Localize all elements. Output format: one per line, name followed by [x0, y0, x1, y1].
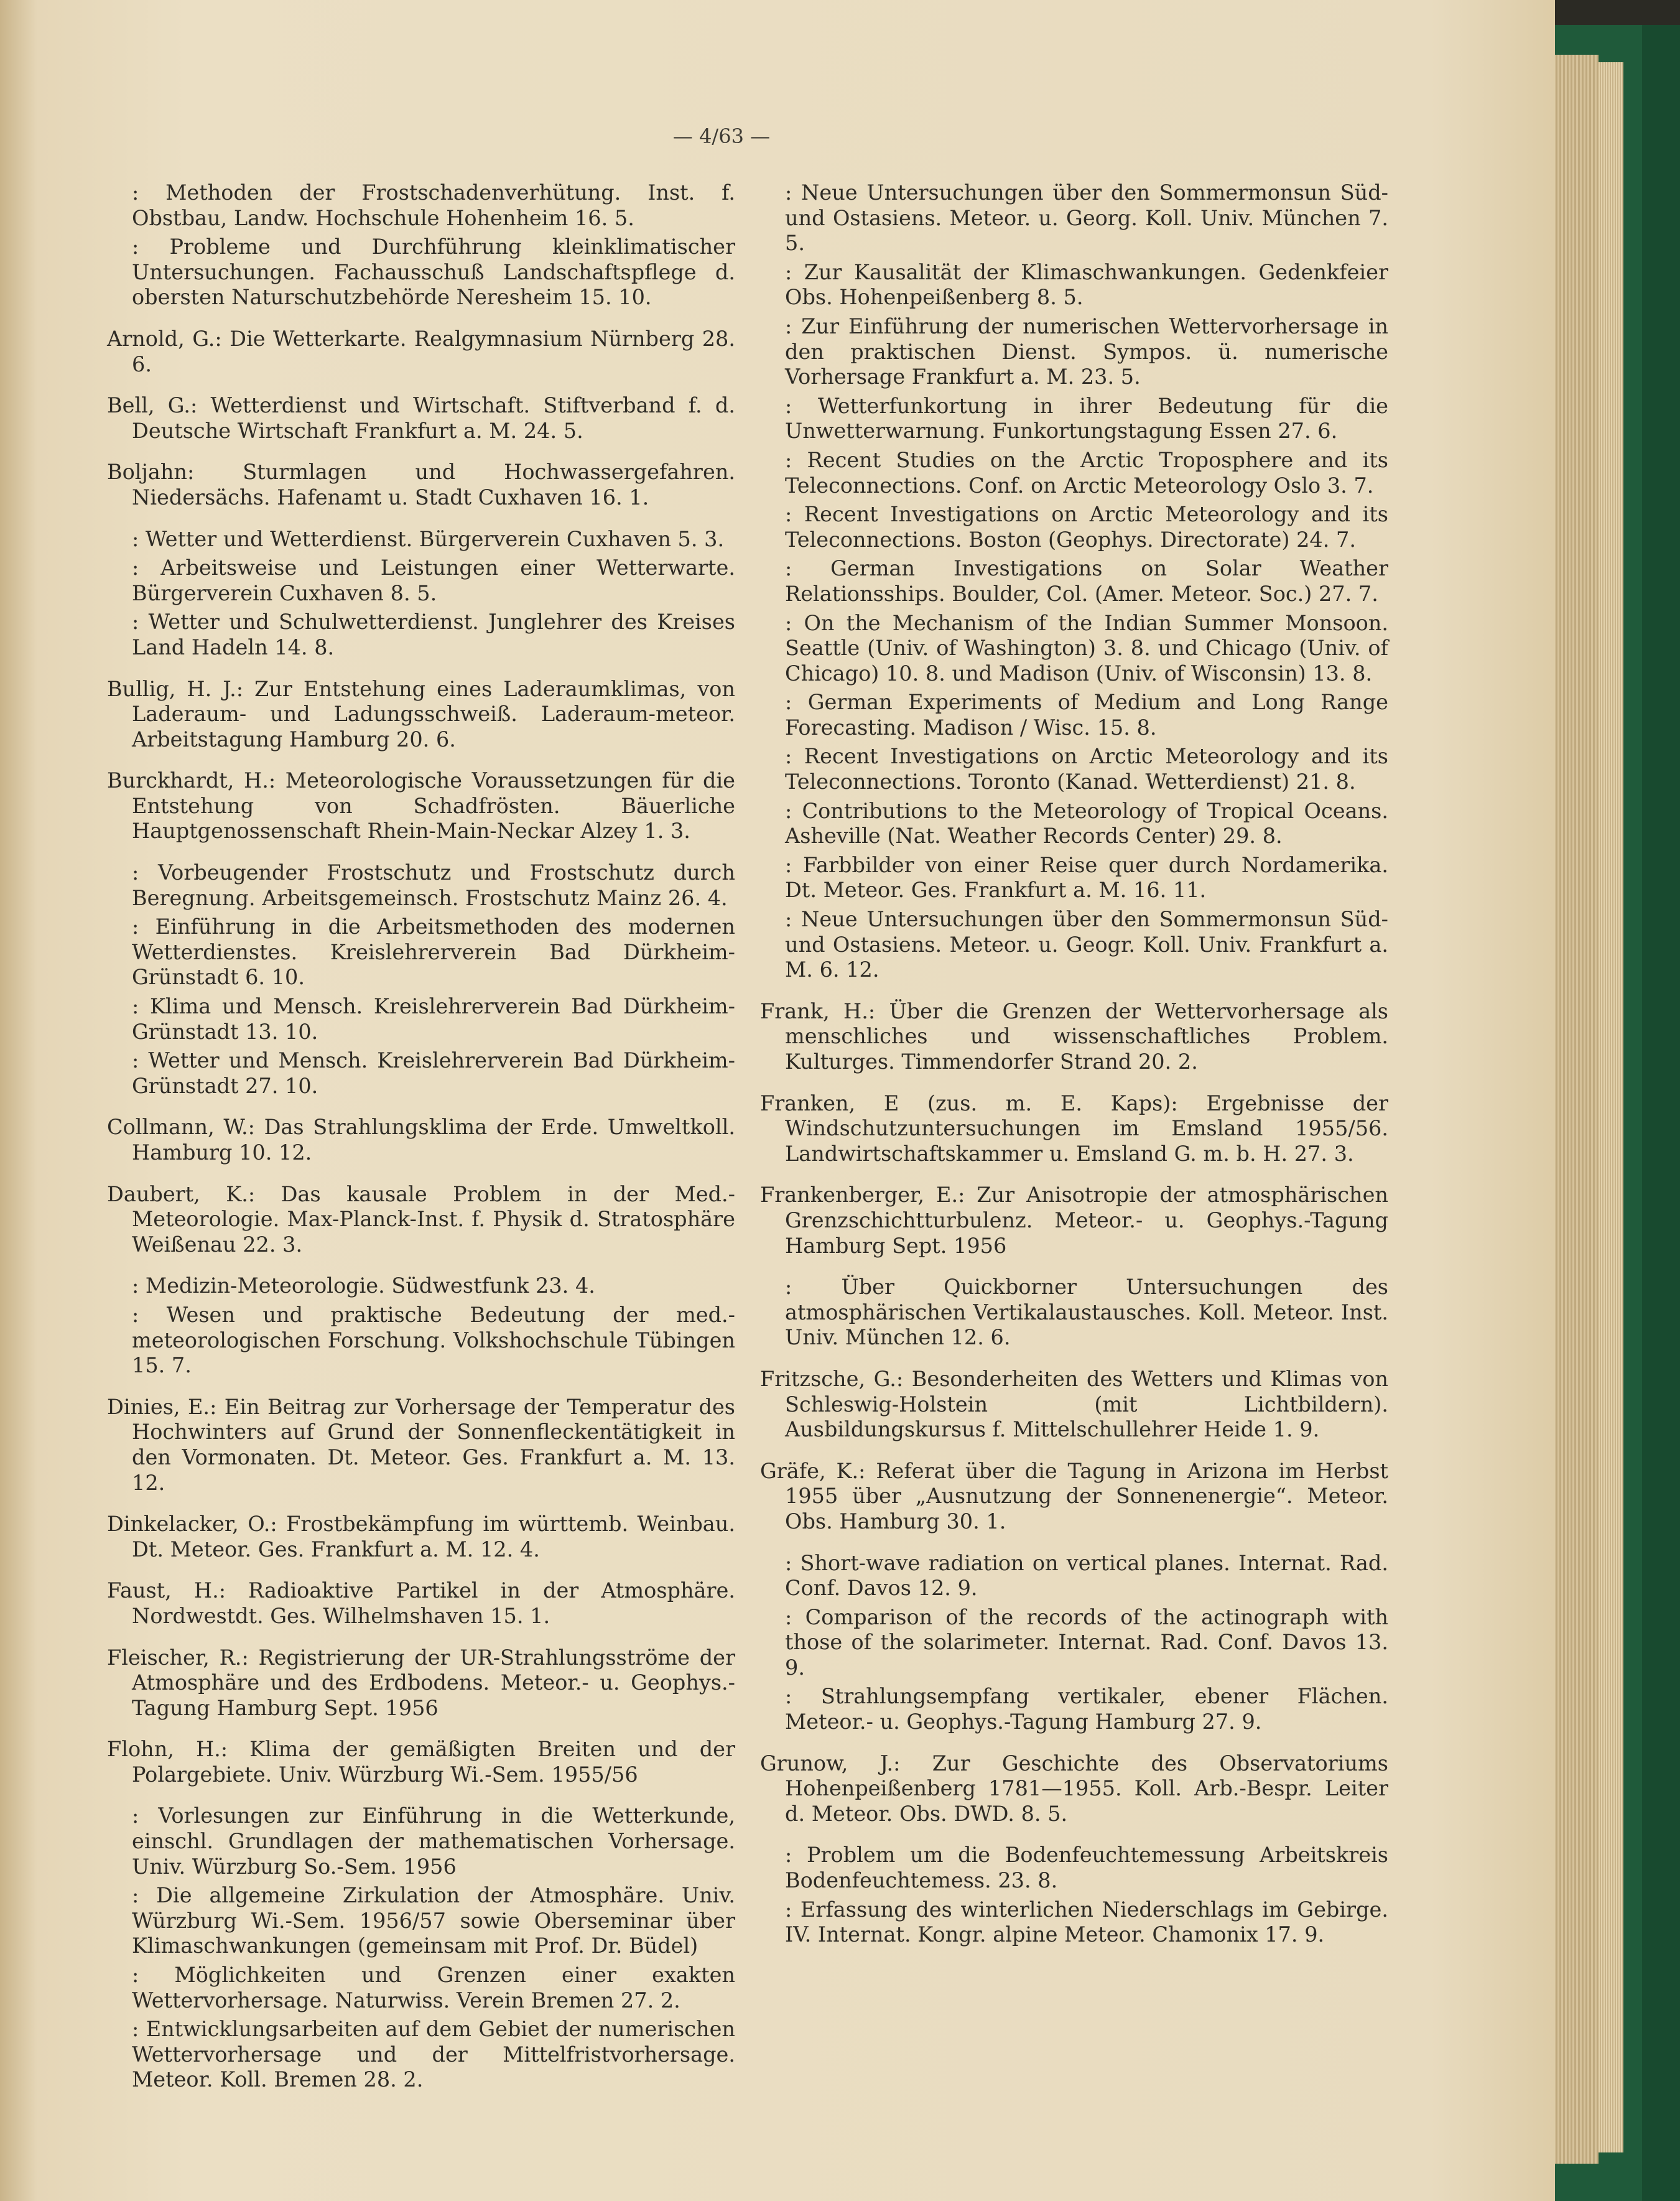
bibliography-subentry: : Vorlesungen zur Einführung in die Wetterkunde, einschl. Grundlagen der mathematischen Vorhersage. Univ. Würzburg So.-Sem. 1956 — [132, 1803, 735, 1879]
bibliography-entry: Bell, G.: Wetterdienst und Wirtschaft. Stiftverband f. d. Deutsche Wirtschaft Frankfurt a. M. 24. 5. — [107, 393, 735, 443]
bibliography-subentry: : Zur Einführung der numerischen Wettervorhersage in den praktischen Dienst. Sympos. ü. numerische Vorhersage Frankfurt a. M. 23. 5. — [785, 314, 1388, 389]
bibliography-subentry: : Wetter und Mensch. Kreislehrerverein Bad Dürkheim-Grünstadt 27. 10. — [132, 1048, 735, 1098]
bibliography-subentry: : Recent Studies on the Arctic Troposphere and its Teleconnections. Conf. on Arctic Meteorology Oslo 3. 7. — [785, 447, 1388, 498]
bibliography-subentry: : Erfassung des winterlichen Niederschlags im Gebirge. IV. Internat. Kongr. alpine Meteor. Chamonix 17. 9. — [785, 1897, 1388, 1947]
bibliography-entry: Dinies, E.: Ein Beitrag zur Vorhersage der Temperatur des Hochwinters auf Grund der Sonnenfleckentätigkeit in den Vormonaten. Dt. Meteor. Ges. Frankfurt a. M. 13. 12. — [107, 1394, 735, 1495]
bibliography-entry: Burckhardt, H.: Meteorologische Voraussetzungen für die Entstehung von Schadfrösten. Bäuerliche Hauptgenossenschaft Rhein-Main-Neckar Alzey 1. 3. — [107, 768, 735, 844]
bibliography-subentry: : Vorbeugender Frostschutz und Frostschutz durch Beregnung. Arbeitsgemeinsch. Frostschutz Mainz 26. 4. — [132, 860, 735, 910]
bibliography-subentry: : Wetterfunkortung in ihrer Bedeutung für die Unwetterwarnung. Funkortungstagung Essen 27. 6. — [785, 393, 1388, 444]
bibliography-entry: Daubert, K.: Das kausale Problem in der Med.-Meteorologie. Max-Planck-Inst. f. Physik d. Stratosphäre Weißenau 22. 3. — [107, 1181, 735, 1257]
page-number: — 4/63 — — [672, 124, 771, 148]
bibliography-subentry: : Wetter und Schulwetterdienst. Junglehrer des Kreises Land Hadeln 14. 8. — [132, 610, 735, 659]
bibliography-entry: Boljahn: Sturmlagen und Hochwassergefahren. Niedersächs. Hafenamt u. Stadt Cuxhaven 16. 1. — [107, 460, 735, 510]
bibliography-subentry: : Entwicklungsarbeiten auf dem Gebiet der numerischen Wettervorhersage und der Mittelfristvorhersage. Meteor. Koll. Bremen 28. 2. — [132, 2017, 735, 2092]
bibliography-subentry: : Short-wave radiation on vertical planes. Internat. Rad. Conf. Davos 12. 9. — [785, 1550, 1388, 1601]
bibliography-subentry: : Wesen und praktische Bedeutung der med.-meteorologischen Forschung. Volkshochschule Tübingen 15. 7. — [132, 1302, 735, 1378]
bibliography-entry: Grunow, J.: Zur Geschichte des Observatoriums Hohenpeißenberg 1781—1955. Koll. Arb.-Bespr. Leiter d. Meteor. Obs. DWD. 8. 5. — [760, 1751, 1388, 1826]
bibliography-entry: Flohn, H.: Klima der gemäßigten Breiten und der Polargebiete. Univ. Würzburg Wi.-Sem. 1955/56 — [107, 1737, 735, 1787]
bibliography-entry: Fleischer, R.: Registrierung der UR-Strahlungsströme der Atmosphäre und des Erdbodens. Meteor.- u. Geophys.-Tagung Hamburg Sept. 1956 — [107, 1645, 735, 1720]
bibliography-subentry: : Über Quickborner Untersuchungen des atmosphärischen Vertikalaustausches. Koll. Meteor. Inst. Univ. München 12. 6. — [785, 1275, 1388, 1350]
bibliography-subentry: : Farbbilder von einer Reise quer durch Nordamerika. Dt. Meteor. Ges. Frankfurt a. M. 16. 11. — [785, 852, 1388, 903]
bibliography-entry: Frank, H.: Über die Grenzen der Wettervorhersage als menschliches und wissenschaftliches Problem. Kulturges. Timmendorfer Strand 20. 2. — [760, 998, 1388, 1074]
bibliography-entry: Bullig, H. J.: Zur Entstehung eines Laderaumklimas, von Laderaum- und Ladungsschweiß. Laderaum-meteor. Arbeitstagung Hamburg 20. 6. — [107, 676, 735, 752]
bibliography-entry: Fritzsche, G.: Besonderheiten des Wetters und Klimas von Schleswig-Holstein (mit Lichtbildern). Ausbildungskursus f. Mittelschullehrer Heide 1. 9. — [760, 1366, 1388, 1442]
bibliography-subentry: : Contributions to the Meteorology of Tropical Oceans. Asheville (Nat. Weather Records Center) 29. 8. — [785, 798, 1388, 849]
bibliography-entry: Arnold, G.: Die Wetterkarte. Realgymnasium Nürnberg 28. 6. — [107, 326, 735, 376]
bibliography-subentry: : German Investigations on Solar Weather Relationsships. Boulder, Col. (Amer. Meteor. Soc.) 27. 7. — [785, 556, 1388, 606]
bibliography-subentry: : Probleme und Durchführung kleinklimatischer Untersuchungen. Fachausschuß Landschaftspflege d. obersten Naturschutzbehörde Neresheim 15. 10. — [132, 235, 735, 310]
bibliography-entry: Dinkelacker, O.: Frostbekämpfung im württemb. Weinbau. Dt. Meteor. Ges. Frankfurt a. M. 12. 4. — [107, 1512, 735, 1561]
bibliography-entry: Franken, E (zus. m. E. Kaps): Ergebnisse der Windschutzuntersuchungen im Emsland 1955/56. Landwirtschaftskammer u. Emsland G. m. b. H. 27. 3. — [760, 1091, 1388, 1166]
left-column — [107, 180, 735, 2109]
bibliography-subentry: : Wetter und Wetterdienst. Bürgerverein Cuxhaven 5. 3. — [132, 526, 725, 551]
bibliography-subentry: : Recent Investigations on Arctic Meteorology and its Teleconnections. Boston (Geophys. Directorate) 24. 7. — [785, 502, 1388, 552]
bibliography-subentry: : Medizin-Meteorologie. Südwestfunk 23. 4. — [132, 1273, 595, 1298]
bibliography-subentry: : German Experiments of Medium and Long Range Forecasting. Madison / Wisc. 15. 8. — [785, 690, 1388, 740]
bibliography-subentry: : Recent Investigations on Arctic Meteorology and its Teleconnections. Toronto (Kanad. Wetterdienst) 21. 8. — [785, 744, 1388, 794]
bibliography-subentry: : Neue Untersuchungen über den Sommermonsun Süd- und Ostasiens. Meteor. u. Georg. Koll. Univ. München 7. 5. — [785, 180, 1388, 256]
bibliography-subentry: : Die allgemeine Zirkulation der Atmosphäre. Univ. Würzburg Wi.-Sem. 1956/57 sowie Oberseminar über Klimaschwankungen (gemeinsam mit Prof. Dr. Büdel) — [132, 1883, 735, 1958]
bibliography-entry: Frankenberger, E.: Zur Anisotropie der atmosphärischen Grenzschichtturbulenz. Meteor.- u. Geophys.-Tagung Hamburg Sept. 1956 — [760, 1183, 1388, 1258]
bibliography-subentry: : Einführung in die Arbeitsmethoden des modernen Wetterdienstes. Kreislehrerverein Bad Dürkheim-Grünstadt 6. 10. — [132, 914, 735, 990]
bibliography-entry: Collmann, W.: Das Strahlungsklima der Erde. Umweltkoll. Hamburg 10. 12. — [107, 1115, 735, 1165]
right-column — [760, 180, 1388, 1964]
book-cover-edge — [1642, 25, 1680, 2201]
bibliography-entry: Faust, H.: Radioaktive Partikel in der Atmosphäre. Nordwestdt. Ges. Wilhelmshaven 15. 1. — [107, 1578, 735, 1628]
bibliography-subentry: : Problem um die Bodenfeuchtemessung Arbeitskreis Bodenfeuchtemess. 23. 8. — [785, 1843, 1388, 1893]
bibliography-subentry: : Methoden der Frostschadenverhütung. Inst. f. Obstbau, Landw. Hochschule Hohenheim 16. 5. — [132, 180, 735, 230]
bibliography-subentry: : Zur Kausalität der Klimaschwankungen. Gedenkfeier Obs. Hohenpeißenberg 8. 5. — [785, 259, 1388, 310]
page-edges-outer — [1599, 62, 1623, 2152]
bibliography-subentry: : Comparison of the records of the actinograph with those of the solarimeter. Internat. Rad. Conf. Davos 13. 9. — [785, 1604, 1388, 1680]
bibliography-subentry: : Neue Untersuchungen über den Sommermonsun Süd- und Ostasiens. Meteor. u. Geogr. Koll. Univ. Frankfurt a. M. 6. 12. — [785, 907, 1388, 982]
bibliography-subentry: : Arbeitsweise und Leistungen einer Wetterwarte. Bürgerverein Cuxhaven 8. 5. — [132, 556, 735, 605]
bibliography-subentry: : Möglichkeiten und Grenzen einer exakten Wettervorhersage. Naturwiss. Verein Bremen 27. 2. — [132, 1963, 735, 2013]
bibliography-entry: Gräfe, K.: Referat über die Tagung in Arizona im Herbst 1955 über „Ausnutzung der Sonnenenergie“. Meteor. Obs. Hamburg 30. 1. — [760, 1458, 1388, 1533]
bibliography-subentry: : Strahlungsempfang vertikaler, ebener Flächen. Meteor.- u. Geophys.-Tagung Hamburg 27. 9. — [785, 1684, 1388, 1734]
bibliography-subentry: : Klima und Mensch. Kreislehrerverein Bad Dürkheim-Grünstadt 13. 10. — [132, 994, 735, 1044]
bibliography-subentry: : On the Mechanism of the Indian Summer Monsoon. Seattle (Univ. of Washington) 3. 8. und Chicago (Univ. of Chicago) 10. 8. und Madison (Univ. of Wisconsin) 13. 8. — [785, 610, 1388, 686]
